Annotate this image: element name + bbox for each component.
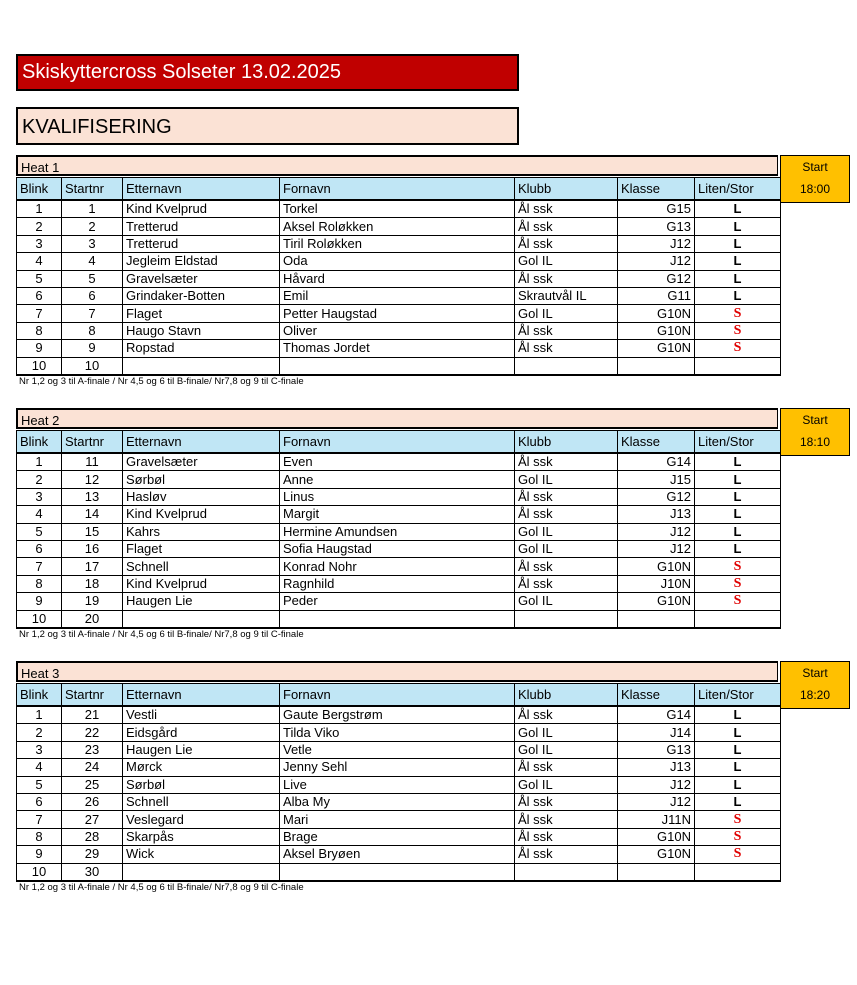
table-cell: Vetle bbox=[280, 741, 515, 758]
table-cell bbox=[695, 863, 781, 881]
table-cell: S bbox=[695, 593, 781, 610]
table-cell: L bbox=[695, 540, 781, 557]
table-cell: 4 bbox=[17, 253, 62, 270]
table-cell: 28 bbox=[62, 828, 123, 845]
table-cell: Haugen Lie bbox=[123, 741, 280, 758]
table-cell: Jenny Sehl bbox=[280, 759, 515, 776]
column-header: Fornavn bbox=[280, 178, 515, 201]
table-row bbox=[17, 218, 781, 235]
table-cell: Margit bbox=[280, 506, 515, 523]
table-cell: Schnell bbox=[123, 793, 280, 810]
finale-note: Nr 1,2 og 3 til A-finale / Nr 4,5 og 6 til B-finale/ Nr7,8 og 9 til C-finale bbox=[19, 629, 304, 640]
table-cell: Gol IL bbox=[515, 471, 618, 488]
table-cell: 12 bbox=[62, 471, 123, 488]
table-cell: 9 bbox=[17, 340, 62, 357]
table-cell: J13 bbox=[618, 506, 695, 523]
table-cell: 9 bbox=[17, 846, 62, 863]
table-cell: J13 bbox=[618, 759, 695, 776]
table-cell: Ål ssk bbox=[515, 488, 618, 505]
table-cell: 10 bbox=[62, 357, 123, 375]
table-cell bbox=[618, 610, 695, 628]
table-cell: J14 bbox=[618, 724, 695, 741]
heat-table bbox=[16, 430, 781, 629]
table-cell bbox=[280, 610, 515, 628]
table-cell: 6 bbox=[17, 287, 62, 304]
table-cell: Eidsgård bbox=[123, 724, 280, 741]
table-cell: Alba My bbox=[280, 793, 515, 810]
table-cell: 4 bbox=[17, 759, 62, 776]
table-cell: L bbox=[695, 471, 781, 488]
table-cell: 22 bbox=[62, 724, 123, 741]
table-cell: Brage bbox=[280, 828, 515, 845]
table-cell: Sofia Haugstad bbox=[280, 540, 515, 557]
table-cell: S bbox=[695, 828, 781, 845]
table-cell: 2 bbox=[62, 218, 123, 235]
table-cell: 6 bbox=[17, 793, 62, 810]
page-title: Skiskyttercross Solseter 13.02.2025 bbox=[16, 54, 519, 91]
table-cell: Ål ssk bbox=[515, 218, 618, 235]
table-cell: Sørbøl bbox=[123, 471, 280, 488]
table-cell: 1 bbox=[17, 200, 62, 218]
table-cell: J12 bbox=[618, 776, 695, 793]
table-cell: Ål ssk bbox=[515, 846, 618, 863]
table-cell: Thomas Jordet bbox=[280, 340, 515, 357]
table-cell: L bbox=[695, 793, 781, 810]
finale-note: Nr 1,2 og 3 til A-finale / Nr 4,5 og 6 til B-finale/ Nr7,8 og 9 til C-finale bbox=[19, 882, 304, 893]
table-cell: Hasløv bbox=[123, 488, 280, 505]
table-cell: L bbox=[695, 287, 781, 304]
column-header: Blink bbox=[17, 684, 62, 707]
table-header-row bbox=[17, 431, 781, 454]
column-header: Liten/Stor bbox=[695, 431, 781, 454]
table-cell: S bbox=[695, 846, 781, 863]
table-cell: G15 bbox=[618, 200, 695, 218]
table-cell: S bbox=[695, 322, 781, 339]
table-cell: J12 bbox=[618, 253, 695, 270]
heat-section bbox=[16, 155, 850, 395]
table-cell: L bbox=[695, 523, 781, 540]
table-cell: L bbox=[695, 218, 781, 235]
table-cell: 5 bbox=[17, 270, 62, 287]
table-cell: Schnell bbox=[123, 558, 280, 575]
table-cell: L bbox=[695, 506, 781, 523]
table-cell: Ål ssk bbox=[515, 828, 618, 845]
heat-title: Heat 1 bbox=[16, 155, 778, 176]
table-cell: L bbox=[695, 488, 781, 505]
column-header: Blink bbox=[17, 431, 62, 454]
table-cell: Håvard bbox=[280, 270, 515, 287]
table-cell bbox=[618, 357, 695, 375]
table-cell: Gol IL bbox=[515, 593, 618, 610]
table-cell: L bbox=[695, 724, 781, 741]
table-cell: L bbox=[695, 235, 781, 252]
table-cell bbox=[123, 610, 280, 628]
table-cell: L bbox=[695, 453, 781, 471]
table-cell: 18 bbox=[62, 575, 123, 592]
table-cell: 19 bbox=[62, 593, 123, 610]
table-cell: Ål ssk bbox=[515, 235, 618, 252]
start-time-box bbox=[780, 155, 850, 203]
table-cell: Flaget bbox=[123, 305, 280, 322]
table-cell: Ål ssk bbox=[515, 759, 618, 776]
table-cell: 16 bbox=[62, 540, 123, 557]
column-header: Fornavn bbox=[280, 684, 515, 707]
table-cell: 5 bbox=[17, 523, 62, 540]
table-cell: Ål ssk bbox=[515, 453, 618, 471]
table-cell bbox=[618, 863, 695, 881]
table-cell: Aksel Roløkken bbox=[280, 218, 515, 235]
table-cell: L bbox=[695, 741, 781, 758]
table-cell: Tretterud bbox=[123, 218, 280, 235]
table-cell: Haugo Stavn bbox=[123, 322, 280, 339]
table-cell: S bbox=[695, 811, 781, 828]
table-cell: 6 bbox=[17, 540, 62, 557]
table-cell: Kind Kvelprud bbox=[123, 200, 280, 218]
table-cell: Oda bbox=[280, 253, 515, 270]
table-cell: Linus bbox=[280, 488, 515, 505]
table-cell: G10N bbox=[618, 593, 695, 610]
start-time: 18:20 bbox=[799, 688, 831, 702]
table-row bbox=[17, 322, 781, 339]
table-cell: 3 bbox=[17, 741, 62, 758]
table-cell: 13 bbox=[62, 488, 123, 505]
table-cell: L bbox=[695, 200, 781, 218]
table-cell: Anne bbox=[280, 471, 515, 488]
table-cell: 5 bbox=[62, 270, 123, 287]
table-row bbox=[17, 523, 781, 540]
table-cell: 7 bbox=[17, 558, 62, 575]
table-cell: 17 bbox=[62, 558, 123, 575]
table-cell: Tilda Viko bbox=[280, 724, 515, 741]
table-cell: Gol IL bbox=[515, 305, 618, 322]
column-header: Klasse bbox=[618, 684, 695, 707]
table-cell bbox=[515, 863, 618, 881]
table-cell: Ål ssk bbox=[515, 793, 618, 810]
table-cell: Gol IL bbox=[515, 741, 618, 758]
table-row bbox=[17, 270, 781, 287]
start-time: 18:00 bbox=[799, 182, 831, 196]
table-cell: 2 bbox=[17, 724, 62, 741]
column-header: Etternavn bbox=[123, 178, 280, 201]
table-row bbox=[17, 200, 781, 218]
table-cell: G12 bbox=[618, 488, 695, 505]
table-cell: Ål ssk bbox=[515, 200, 618, 218]
table-cell: Hermine Amundsen bbox=[280, 523, 515, 540]
table-row bbox=[17, 253, 781, 270]
table-cell: 9 bbox=[62, 340, 123, 357]
table-cell: 7 bbox=[62, 305, 123, 322]
heat-section bbox=[16, 661, 850, 901]
table-row bbox=[17, 506, 781, 523]
table-row bbox=[17, 558, 781, 575]
table-cell: 27 bbox=[62, 811, 123, 828]
column-header: Klubb bbox=[515, 178, 618, 201]
table-cell: Ål ssk bbox=[515, 270, 618, 287]
table-cell: 7 bbox=[17, 305, 62, 322]
table-cell: Oliver bbox=[280, 322, 515, 339]
table-cell bbox=[280, 863, 515, 881]
table-cell: Ål ssk bbox=[515, 811, 618, 828]
column-header: Blink bbox=[17, 178, 62, 201]
table-cell: G10N bbox=[618, 340, 695, 357]
table-cell: Gol IL bbox=[515, 540, 618, 557]
table-cell: Emil bbox=[280, 287, 515, 304]
table-row bbox=[17, 305, 781, 322]
table-cell: Peder bbox=[280, 593, 515, 610]
table-cell: 24 bbox=[62, 759, 123, 776]
table-row bbox=[17, 540, 781, 557]
table-row bbox=[17, 828, 781, 845]
table-cell: Ål ssk bbox=[515, 340, 618, 357]
start-time-box bbox=[780, 661, 850, 709]
table-cell: Ål ssk bbox=[515, 322, 618, 339]
start-time: 18:10 bbox=[799, 435, 831, 449]
table-cell: 8 bbox=[17, 322, 62, 339]
table-row bbox=[17, 357, 781, 375]
column-header: Etternavn bbox=[123, 431, 280, 454]
column-header: Klasse bbox=[618, 178, 695, 201]
table-cell: Kind Kvelprud bbox=[123, 575, 280, 592]
table-row bbox=[17, 610, 781, 628]
table-row bbox=[17, 724, 781, 741]
table-cell: Haugen Lie bbox=[123, 593, 280, 610]
table-cell: Wick bbox=[123, 846, 280, 863]
table-cell: G10N bbox=[618, 828, 695, 845]
table-row bbox=[17, 453, 781, 471]
table-cell: Sørbøl bbox=[123, 776, 280, 793]
heat-section bbox=[16, 408, 850, 648]
column-header: Startnr bbox=[62, 684, 123, 707]
column-header: Klubb bbox=[515, 684, 618, 707]
table-cell: 4 bbox=[17, 506, 62, 523]
table-cell: Gaute Bergstrøm bbox=[280, 706, 515, 724]
table-cell: 3 bbox=[17, 488, 62, 505]
table-row bbox=[17, 793, 781, 810]
table-cell: 10 bbox=[17, 863, 62, 881]
table-cell: Ål ssk bbox=[515, 506, 618, 523]
table-cell: L bbox=[695, 706, 781, 724]
table-cell: G12 bbox=[618, 270, 695, 287]
table-row bbox=[17, 706, 781, 724]
table-cell: Torkel bbox=[280, 200, 515, 218]
table-row bbox=[17, 593, 781, 610]
table-cell: 23 bbox=[62, 741, 123, 758]
table-cell: 1 bbox=[62, 200, 123, 218]
table-cell bbox=[123, 863, 280, 881]
table-cell: Ragnhild bbox=[280, 575, 515, 592]
table-cell: G13 bbox=[618, 741, 695, 758]
start-label: Start bbox=[802, 160, 828, 174]
section-title: KVALIFISERING bbox=[16, 107, 519, 145]
table-cell: Gravelsæter bbox=[123, 453, 280, 471]
table-cell: J11N bbox=[618, 811, 695, 828]
column-header: Klasse bbox=[618, 431, 695, 454]
table-cell: S bbox=[695, 305, 781, 322]
table-cell: 10 bbox=[17, 610, 62, 628]
table-row bbox=[17, 741, 781, 758]
table-cell: Gol IL bbox=[515, 253, 618, 270]
finale-note: Nr 1,2 og 3 til A-finale / Nr 4,5 og 6 til B-finale/ Nr7,8 og 9 til C-finale bbox=[19, 376, 304, 387]
start-label: Start bbox=[802, 666, 828, 680]
table-row bbox=[17, 863, 781, 881]
table-cell: J12 bbox=[618, 523, 695, 540]
table-cell: Mari bbox=[280, 811, 515, 828]
table-row bbox=[17, 776, 781, 793]
table-cell: 5 bbox=[17, 776, 62, 793]
table-cell: L bbox=[695, 776, 781, 793]
table-cell: Konrad Nohr bbox=[280, 558, 515, 575]
table-cell: 1 bbox=[17, 706, 62, 724]
table-cell: Live bbox=[280, 776, 515, 793]
table-cell: Tretterud bbox=[123, 235, 280, 252]
table-cell: 25 bbox=[62, 776, 123, 793]
table-cell: Veslegard bbox=[123, 811, 280, 828]
table-cell: L bbox=[695, 270, 781, 287]
table-cell: J10N bbox=[618, 575, 695, 592]
table-cell: 15 bbox=[62, 523, 123, 540]
table-cell: Petter Haugstad bbox=[280, 305, 515, 322]
table-cell: 1 bbox=[17, 453, 62, 471]
column-header: Klubb bbox=[515, 431, 618, 454]
table-cell: 2 bbox=[17, 218, 62, 235]
table-cell: Even bbox=[280, 453, 515, 471]
table-cell: Ål ssk bbox=[515, 706, 618, 724]
table-cell: S bbox=[695, 575, 781, 592]
table-row bbox=[17, 575, 781, 592]
table-cell: 11 bbox=[62, 453, 123, 471]
table-cell: Grindaker-Botten bbox=[123, 287, 280, 304]
table-cell: Kahrs bbox=[123, 523, 280, 540]
table-cell: 29 bbox=[62, 846, 123, 863]
table-cell: Gol IL bbox=[515, 776, 618, 793]
table-cell bbox=[515, 357, 618, 375]
table-cell: G10N bbox=[618, 846, 695, 863]
table-cell: Ål ssk bbox=[515, 575, 618, 592]
table-cell: Aksel Bryøen bbox=[280, 846, 515, 863]
table-cell: 3 bbox=[17, 235, 62, 252]
table-cell bbox=[695, 610, 781, 628]
start-time-box bbox=[780, 408, 850, 456]
heat-table bbox=[16, 683, 781, 882]
table-cell: Kind Kvelprud bbox=[123, 506, 280, 523]
table-cell: 3 bbox=[62, 235, 123, 252]
table-cell: 6 bbox=[62, 287, 123, 304]
table-cell: 8 bbox=[62, 322, 123, 339]
table-cell: Flaget bbox=[123, 540, 280, 557]
column-header: Startnr bbox=[62, 178, 123, 201]
table-cell: Tiril Roløkken bbox=[280, 235, 515, 252]
table-cell: 26 bbox=[62, 793, 123, 810]
table-cell: G14 bbox=[618, 706, 695, 724]
table-cell: 14 bbox=[62, 506, 123, 523]
heat-table bbox=[16, 177, 781, 376]
table-cell: G13 bbox=[618, 218, 695, 235]
table-cell: 2 bbox=[17, 471, 62, 488]
table-row bbox=[17, 759, 781, 776]
table-cell: Skarpås bbox=[123, 828, 280, 845]
table-cell bbox=[280, 357, 515, 375]
table-cell: L bbox=[695, 253, 781, 270]
column-header: Liten/Stor bbox=[695, 178, 781, 201]
table-cell: Gol IL bbox=[515, 724, 618, 741]
table-cell: Skrautvål IL bbox=[515, 287, 618, 304]
table-cell: G10N bbox=[618, 305, 695, 322]
table-cell: J15 bbox=[618, 471, 695, 488]
table-cell: 7 bbox=[17, 811, 62, 828]
table-cell: Vestli bbox=[123, 706, 280, 724]
column-header: Etternavn bbox=[123, 684, 280, 707]
table-row bbox=[17, 287, 781, 304]
table-cell bbox=[695, 357, 781, 375]
table-cell: 8 bbox=[17, 575, 62, 592]
table-cell: Ål ssk bbox=[515, 558, 618, 575]
table-cell: Gol IL bbox=[515, 523, 618, 540]
table-row bbox=[17, 488, 781, 505]
table-cell: Mørck bbox=[123, 759, 280, 776]
table-row bbox=[17, 235, 781, 252]
table-cell: 10 bbox=[17, 357, 62, 375]
table-row bbox=[17, 811, 781, 828]
heat-title: Heat 3 bbox=[16, 661, 778, 682]
table-cell: J12 bbox=[618, 793, 695, 810]
table-cell: S bbox=[695, 558, 781, 575]
table-cell: G14 bbox=[618, 453, 695, 471]
table-cell: 20 bbox=[62, 610, 123, 628]
table-cell: 4 bbox=[62, 253, 123, 270]
table-cell: Ropstad bbox=[123, 340, 280, 357]
table-cell: Gravelsæter bbox=[123, 270, 280, 287]
table-cell: 21 bbox=[62, 706, 123, 724]
table-cell: J12 bbox=[618, 540, 695, 557]
table-header-row bbox=[17, 178, 781, 201]
start-label: Start bbox=[802, 413, 828, 427]
column-header: Liten/Stor bbox=[695, 684, 781, 707]
table-cell: G11 bbox=[618, 287, 695, 304]
table-cell: 30 bbox=[62, 863, 123, 881]
column-header: Fornavn bbox=[280, 431, 515, 454]
table-cell: L bbox=[695, 759, 781, 776]
table-cell: G10N bbox=[618, 322, 695, 339]
table-cell: G10N bbox=[618, 558, 695, 575]
table-row bbox=[17, 471, 781, 488]
table-cell: 9 bbox=[17, 593, 62, 610]
table-row bbox=[17, 340, 781, 357]
table-row bbox=[17, 846, 781, 863]
heat-title: Heat 2 bbox=[16, 408, 778, 429]
table-header-row bbox=[17, 684, 781, 707]
table-cell: S bbox=[695, 340, 781, 357]
table-cell: J12 bbox=[618, 235, 695, 252]
table-cell: Jegleim Eldstad bbox=[123, 253, 280, 270]
table-cell bbox=[515, 610, 618, 628]
column-header: Startnr bbox=[62, 431, 123, 454]
table-cell bbox=[123, 357, 280, 375]
table-cell: 8 bbox=[17, 828, 62, 845]
